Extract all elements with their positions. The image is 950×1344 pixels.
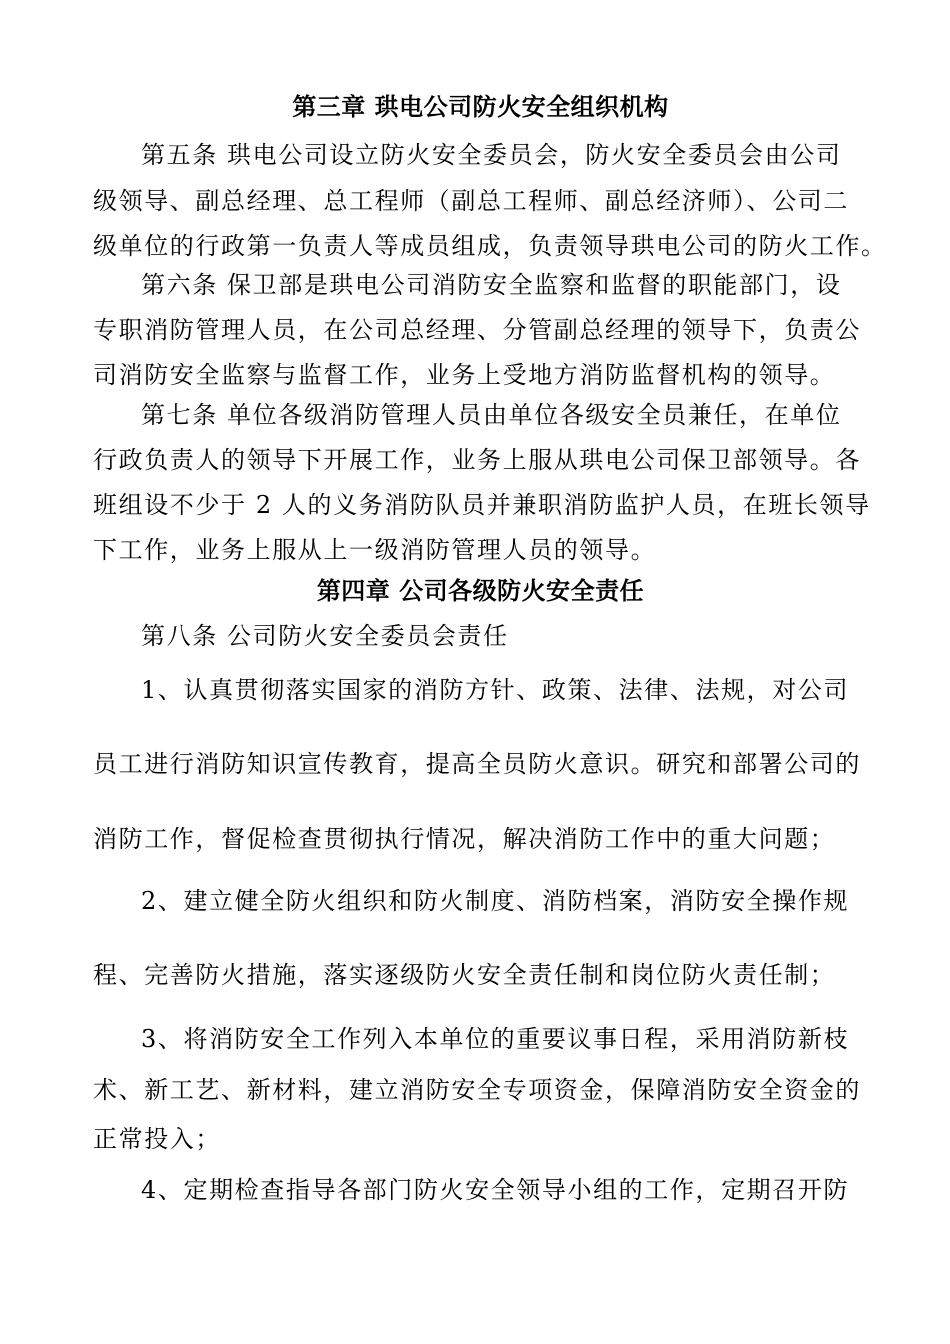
article-7-line-1: 第七条 单位各级消防管理人员由单位各级安全员兼任，在单位 [141,401,842,429]
item-1-line-2: 员工进行消防知识宣传教育，提高全员防火意识。研究和部署公司的 [93,750,861,778]
article-7-line-2: 行政负责人的领导下开展工作，业务上服从珙电公司保卫部领导。各 [93,446,861,474]
article-8-title: 第八条 公司防火安全委员会责任 [141,622,509,650]
article-5-line-1: 第五条 珙电公司设立防火安全委员会，防火安全委员会由公司 [141,141,842,169]
chapter-3-heading: 第三章 珙电公司防火安全组织机构 [292,93,669,121]
article-7-line-4: 下工作，业务上服从上一级消防管理人员的领导。 [93,536,657,564]
item-1-line-3: 消防工作，督促检查贯彻执行情况，解决消防工作中的重大问题； [93,825,836,853]
item-3-line-1: 3、将消防安全工作列入本单位的重要议事日程，采用消防新枝 [141,1025,850,1053]
item-2-line-1: 2、建立健全防火组织和防火制度、消防档案，消防安全操作规 [141,887,850,915]
article-5-line-3: 级单位的行政第一负责人等成员组成，负责领导珙电公司的防火工作。 [93,232,887,260]
item-4-line-1: 4、定期检查指导各部门防火安全领导小组的工作，定期召开防 [141,1176,850,1204]
article-6-line-1: 第六条 保卫部是珙电公司消防安全监察和监督的职能部门，设 [141,271,842,299]
article-6-line-3: 司消防安全监察与监督工作，业务上受地方消防监督机构的领导。 [93,361,836,389]
item-3-line-2: 术、新工艺、新材料，建立消防安全专项资金，保障消防安全资金的 [93,1076,861,1104]
item-3-line-3: 正常投入； [93,1125,221,1153]
item-1-line-1: 1、认真贯彻落实国家的消防方针、政策、法律、法规，对公司 [141,676,850,704]
item-2-line-2: 程、完善防火措施，落实逐级防火安全责任制和岗位防火责任制； [93,961,836,989]
article-6-line-2: 专职消防管理人员，在公司总经理、分管副总经理的领导下，负责公 [93,316,861,344]
article-5-line-2: 级领导、副总经理、总工程师（副总工程师、副总经济师）、公司二 [93,187,849,215]
chapter-4-heading: 第四章 公司各级防火安全责任 [316,577,645,605]
article-7-line-3: 班组设不少于 2 人的义务消防队员并兼职消防监护人员，在班长领导 [93,491,871,519]
